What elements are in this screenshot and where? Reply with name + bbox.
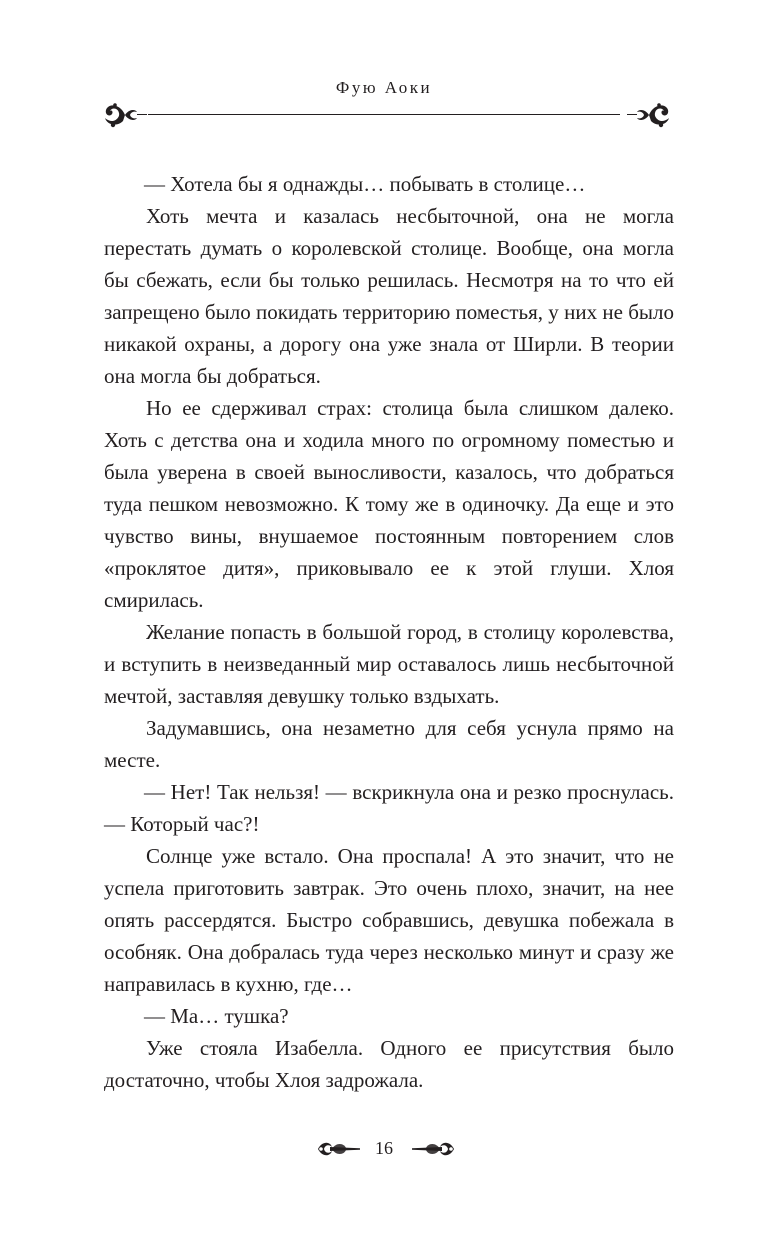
paragraph: — Ма… тушка? <box>144 1004 289 1028</box>
paragraph: Хоть мечта и казалась несбыточной, она не могла перестать думать о королевской столице. Вообще, она могла бы сбежать, если бы только решилась. Несмотря на то что ей запрещено было покидать территорию поместья, у них не было никакой охраны, а дорогу она уже знала от Ширли. В теории она могла бы добраться. <box>104 204 674 388</box>
header-rule <box>148 114 620 115</box>
paragraph: Солнце уже встало. Она проспала! А это значит, что не успела приготовить завтрак. Это очень плохо, значит, на нее опять рассердятся. Быстро собравшись, девушка побежала в особняк. Она добралась туда через несколько минут и сразу же направилась в кухню, где… <box>104 844 674 996</box>
paragraph: — Нет! Так нельзя! — вскрикнула она и резко проснулась. — Который час?! <box>104 780 674 836</box>
flourish-ornament-icon <box>627 99 671 131</box>
paragraph: Желание попасть в большой город, в столицу королевства, и вступить в неизведанный мир оставалось лишь несбыточной мечтой, заставляя девушку только вздыхать. <box>104 620 674 708</box>
paragraph: Уже стояла Изабелла. Одного ее присутствия было достаточно, чтобы Хлоя задрожала. <box>104 1036 674 1092</box>
body-text <box>104 168 674 1096</box>
paragraph: Но ее сдерживал страх: столица была слишком далеко. Хоть с детства она и ходила много по огромному поместью и была уверена в своей выносливости, казалось, что добраться туда пешком невозможно. К тому же в одиночку. Да еще и это чувство вины, внушаемое постоянным повторением слов «проклятое дитя», приковывало ее к этой глуши. Хлоя смирилась. <box>104 396 674 612</box>
page-number: 16 <box>375 1138 393 1158</box>
page-footer <box>0 1134 768 1168</box>
arrow-flourish-icon <box>412 1134 456 1164</box>
paragraph: Задумавшись, она незаметно для себя уснула прямо на месте. <box>104 716 674 772</box>
flourish-ornament-icon <box>103 99 147 131</box>
running-title: Фую Аоки <box>335 78 433 97</box>
paragraph: — Хотела бы я однажды… побывать в столице… <box>144 172 586 196</box>
